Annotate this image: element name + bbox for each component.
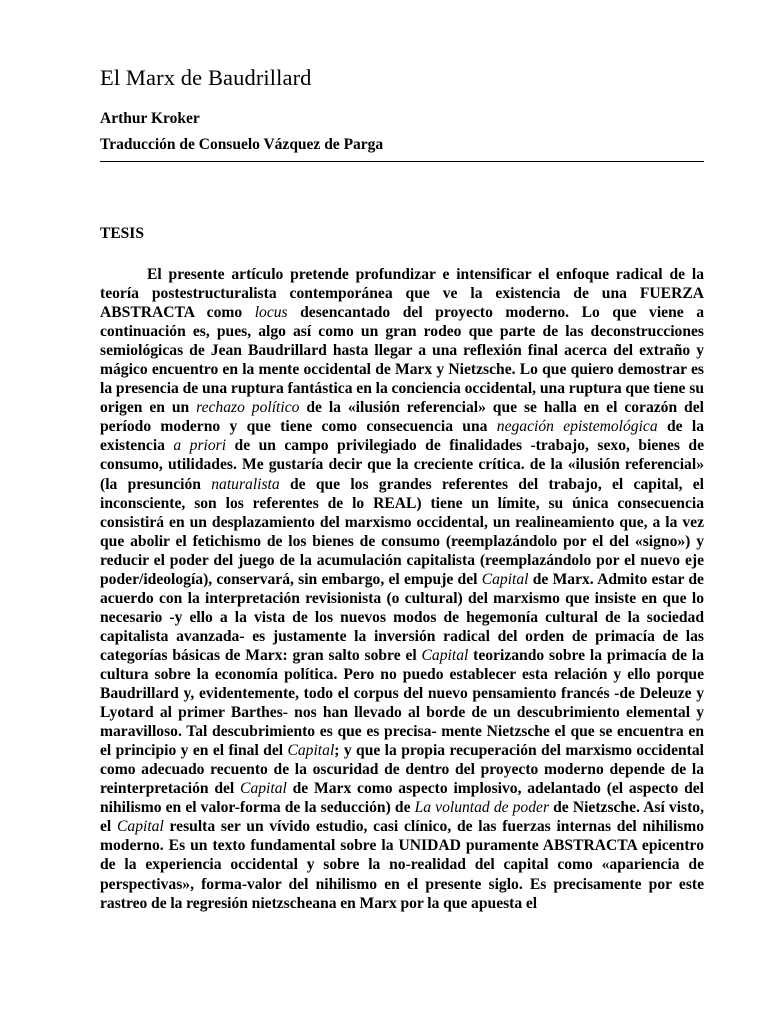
body-paragraph [100,265,704,913]
italic-text-segment: rechazo político [196,399,300,417]
italic-text-segment: naturalista [211,475,280,493]
text-segment: de Nietzsche. Así visto, el [100,799,705,836]
text-segment: de Marx como aspecto implosivo, adelantado (el aspecto del nihilismo en el valor-forma de la seducción) de [100,780,704,817]
text-segment: El presente artículo pretende profundizar e intensificar el enfoque radical de la teoría postestructuralista contemporánea que ve la existencia de una FUERZA ABSTRACTA como [100,266,704,322]
italic-text-segment: locus [254,304,288,322]
italic-text-segment: La voluntad de poder [414,799,550,817]
italic-text-segment: a priori [173,437,227,455]
section-heading: TESIS [100,225,144,242]
italic-text-segment: Capital [481,570,529,588]
text-segment: de Marx. Admito estar de acuerdo con la interpretación revisionista (o cultural) del marxismo que insiste en que lo necesario -y ello a la vista de los nuevos modos de hegemonía cultural de la sociedad capitalista avanzada- es justamente la inversión radical del orden de primacía de las categorías básicas de Marx: gran salto sobre el [100,570,704,664]
italic-text-segment: Capital [287,742,335,760]
italic-text-segment: Capital [240,780,287,798]
text-segment: de que los grandes referentes del trabajo, el capital, el inconsciente, son los referentes de lo REAL) tiene un límite, su única consecuencia consistirá en un desplazamiento del marxismo occidental, un realineamiento que, a la vez que abolir el fetichismo de los bienes de consumo (reemplazándolo por el del «signo») y reducir el poder del juego de la acumulación capitalista (reemplazándolo por el nuevo eje poder/ideología), conservará, sin embargo, el empuje del [100,475,704,588]
translator-credit: Traducción de Consuelo Vázquez de Parga [100,134,704,162]
italic-text-segment: negación epistemológica [496,418,658,436]
text-segment: desencantado del proyecto moderno. Lo que viene a continuación es, pues, algo así como un gran rodeo que parte de las deconstrucciones semiológicas de Jean Baudrillard hasta llegar a una reflexión final acerca del extraño y mágico encuentro en la mente occidental de Marx y Nietzsche. Lo que quiero demostrar es la presencia de una ruptura fantástica en la conciencia occidental, una ruptura que tiene su origen en un [100,304,704,417]
document-title: El Marx de Baudrillard [100,65,312,90]
text-segment: teorizando sobre la primacía de la cultura sobre la economía política. Pero no puedo establecer esta relación y ello porque Baudrillard y, evidentemente, todo el corpus del nuevo pensamiento francés -de Deleuze y Lyotard al primer Barthes- nos han llevado al borde de un descubrimiento elemental y maravilloso. Tal descubrimiento es que es precisa- mente Nietzsche el que se encuentra en el principio y en el final del [100,646,704,760]
text-segment: de un campo privilegiado de finalidades -trabajo, sexo, bienes de consumo, utilidades. Me gustaría decir que la creciente crítica. de la «ilusión referencial» (la presunción [100,437,704,493]
text-segment: de la existencia [100,418,705,455]
document-page [100,58,704,928]
text-segment: de la «ilusión referencial» que se halla en el corazón del período moderno y que tiene como consecuencia una [100,399,704,436]
text-segment: ; y que la propia recuperación del marxismo occidental como adecuado recuento de la oscuridad de dentro del proyecto moderno depende de la reinterpretación del [100,742,704,798]
text-segment: resulta ser un vívido estudio, casi clínico, de las fuerzas internas del nihilismo moderno. Es un texto fundamental sobre la UNIDAD puramente ABSTRACTA epicentro de la experiencia occidental y sobre la no-realidad del capital como «apariencia de perspectivas», forma-valor del nihilismo en el presente siglo. Es precisamente por este rastreo de la regresión nietzscheana en Marx por la que apuesta el [100,818,704,912]
italic-text-segment: Capital [117,818,164,836]
italic-text-segment: Capital [421,646,469,664]
author-name: Arthur Kroker [100,110,200,127]
